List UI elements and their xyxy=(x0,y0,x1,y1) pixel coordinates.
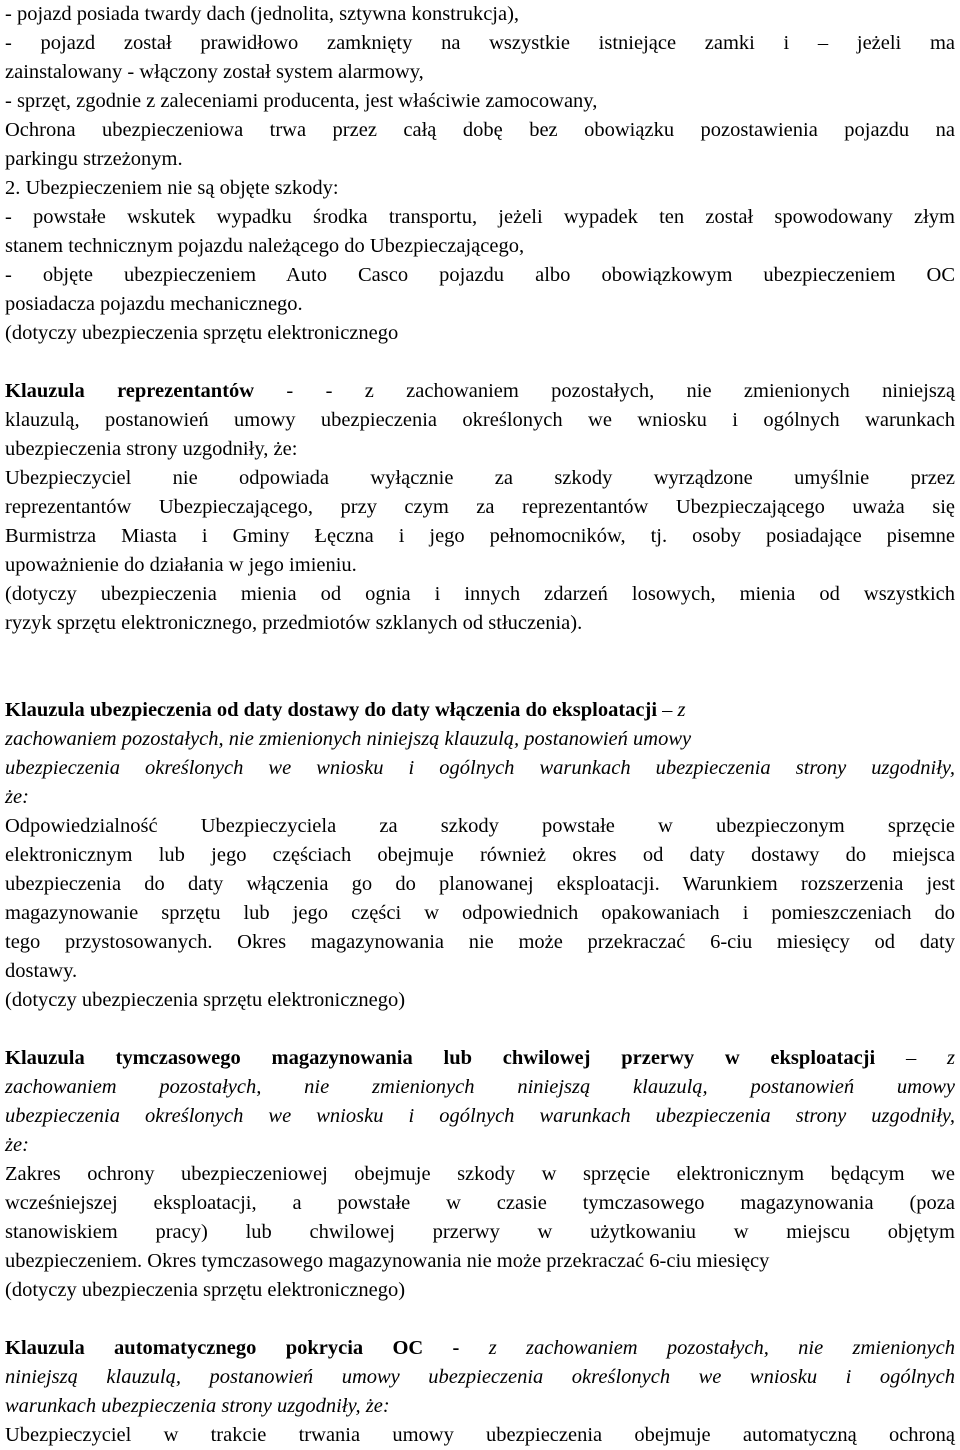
text-line: że: xyxy=(5,1134,29,1156)
text-line: - powstałe wskutek wypadku środka transportu, jeżeli wypadek ten został spowodowany złym xyxy=(5,206,955,228)
clause-heading-rest: – z xyxy=(875,1047,955,1069)
text-line: Odpowiedzialność Ubezpieczyciela za szkody powstałe w ubezpieczonym sprzęcie xyxy=(5,815,955,837)
text-line: elektronicznym lub jego częściach obejmuje również okres od daty dostawy do miejsca xyxy=(5,844,955,866)
text-line: Ubezpieczyciel w trakcie trwania umowy ubezpieczenia obejmuje automatyczną ochroną xyxy=(5,1424,955,1446)
paragraph-gap xyxy=(5,1015,955,1044)
clause-heading-rest: z zachowaniem pozostałych, nie zmienionych xyxy=(459,1337,955,1359)
text-line: warunkach ubezpieczenia strony uzgodniły, że: xyxy=(5,1395,390,1417)
clause-title: Klauzula tymczasowego magazynowania lub chwilowej przerwy w eksploatacji xyxy=(5,1047,876,1069)
text-line: ubezpieczenia określonych we wniosku i ogólnych warunkach ubezpieczenia strony uzgodniły, xyxy=(5,757,955,779)
text-line: stanowiskiem pracy) lub chwilowej przerwy w użytkowaniu w miejscu objętym xyxy=(5,1221,955,1243)
clause-heading-line xyxy=(5,377,955,406)
text-line: 2. Ubezpieczeniem nie są objęte szkody: xyxy=(5,177,339,199)
text-line: reprezentantów Ubezpieczającego, przy czym za reprezentantów Ubezpieczającego uważa się xyxy=(5,496,955,518)
text-line: zachowaniem pozostałych, nie zmienionych niniejszą klauzulą, postanowień umowy xyxy=(5,728,692,750)
paragraph-gap xyxy=(5,348,955,377)
text-line: tego przystosowanych. Okres magazynowania nie może przekraczać 6-ciu miesięcy od daty xyxy=(5,931,955,953)
text-line: upoważnienie do działania w jego imieniu. xyxy=(5,554,357,576)
text-line: posiadacza pojazdu mechanicznego. xyxy=(5,293,303,315)
text-line: parkingu strzeżonym. xyxy=(5,148,183,170)
text-line: wcześniejszej eksploatacji, a powstałe w czasie tymczasowego magazynowania (poza xyxy=(5,1192,955,1214)
clause-representatives xyxy=(5,377,955,638)
clause-heading-rest: – z xyxy=(657,699,686,721)
text-line: ubezpieczenia strony uzgodniły, że: xyxy=(5,438,298,460)
text-line: zachowaniem pozostałych, nie zmienionych niniejszą klauzulą, postanowień umowy xyxy=(5,1076,955,1098)
clause-heading-line xyxy=(5,696,955,725)
text-line: dostawy. xyxy=(5,960,78,982)
text-line: (dotyczy ubezpieczenia sprzętu elektronicznego xyxy=(5,322,399,344)
text-line: (dotyczy ubezpieczenia mienia od ognia i innych zdarzeń losowych, mienia od wszystkich xyxy=(5,583,955,605)
text-line: - pojazd posiada twardy dach (jednolita, sztywna konstrukcja), xyxy=(5,3,520,25)
clause-temporary-storage xyxy=(5,1044,955,1305)
clause-oc-coverage xyxy=(5,1334,955,1450)
paragraph-gap xyxy=(5,1305,955,1334)
text-line: magazynowanie sprzętu lub jego części w odpowiednich opakowaniach i pomieszczeniach do xyxy=(5,902,955,924)
text-line: Burmistrza Miasta i Gminy Łęczna i jego pełnomocników, tj. osoby posiadające pisemne xyxy=(5,525,955,547)
text-line: - sprzęt, zgodnie z zaleceniami producenta, jest właściwie zamocowany, xyxy=(5,90,598,112)
clause-delivery xyxy=(5,696,955,1015)
text-line: ubezpieczenia do daty włączenia go do planowanej eksploatacji. Warunkiem rozszerzenia jest xyxy=(5,873,955,895)
clause-heading-line xyxy=(5,1334,955,1363)
document-page xyxy=(5,0,955,1450)
text-line: że: xyxy=(5,786,29,808)
text-line: stanem technicznym pojazdu należącego do Ubezpieczającego, xyxy=(5,235,525,257)
text-line: - objęte ubezpieczeniem Auto Casco pojazdu albo obowiązkowym ubezpieczeniem OC xyxy=(5,264,955,286)
text-line: Ochrona ubezpieczeniowa trwa przez całą dobę bez obowiązku pozostawienia pojazdu na xyxy=(5,119,955,141)
text-line: - pojazd został prawidłowo zamknięty na wszystkie istniejące zamki i – jeżeli ma xyxy=(5,32,955,54)
text-line: (dotyczy ubezpieczenia sprzętu elektronicznego) xyxy=(5,1279,406,1301)
clause-heading-line xyxy=(5,1044,955,1073)
clause-title: Klauzula ubezpieczenia od daty dostawy do daty włączenia do eksploatacji xyxy=(5,699,658,721)
clause-heading-rest: - - z zachowaniem pozostałych, nie zmienionych niniejszą xyxy=(254,380,955,402)
text-line: ryzyk sprzętu elektronicznego, przedmiotów szklanych od stłuczenia). xyxy=(5,612,583,634)
paragraph-gap xyxy=(5,638,955,696)
text-line: ubezpieczenia określonych we wniosku i ogólnych warunkach ubezpieczenia strony uzgodniły, xyxy=(5,1105,955,1127)
text-line: zainstalowany - włączony został system alarmowy, xyxy=(5,61,424,83)
text-line: klauzulą, postanowień umowy ubezpieczenia określonych we wniosku i ogólnych warunkach xyxy=(5,409,955,431)
text-line: niniejszą klauzulą, postanowień umowy ubezpieczenia określonych we wniosku i ogólnych xyxy=(5,1366,955,1388)
text-line: ubezpieczeniem. Okres tymczasowego magazynowania nie może przekraczać 6-ciu miesięcy xyxy=(5,1250,770,1272)
clause-title: Klauzula automatycznego pokrycia OC - xyxy=(5,1337,460,1359)
text-line: Zakres ochrony ubezpieczeniowej obejmuje szkody w sprzęcie elektronicznym będącym we xyxy=(5,1163,955,1185)
text-line: Ubezpieczyciel nie odpowiada wyłącznie za szkody wyrządzone umyślnie przez xyxy=(5,467,955,489)
clause-title: Klauzula reprezentantów xyxy=(5,380,255,402)
text-line: (dotyczy ubezpieczenia sprzętu elektronicznego) xyxy=(5,989,406,1011)
